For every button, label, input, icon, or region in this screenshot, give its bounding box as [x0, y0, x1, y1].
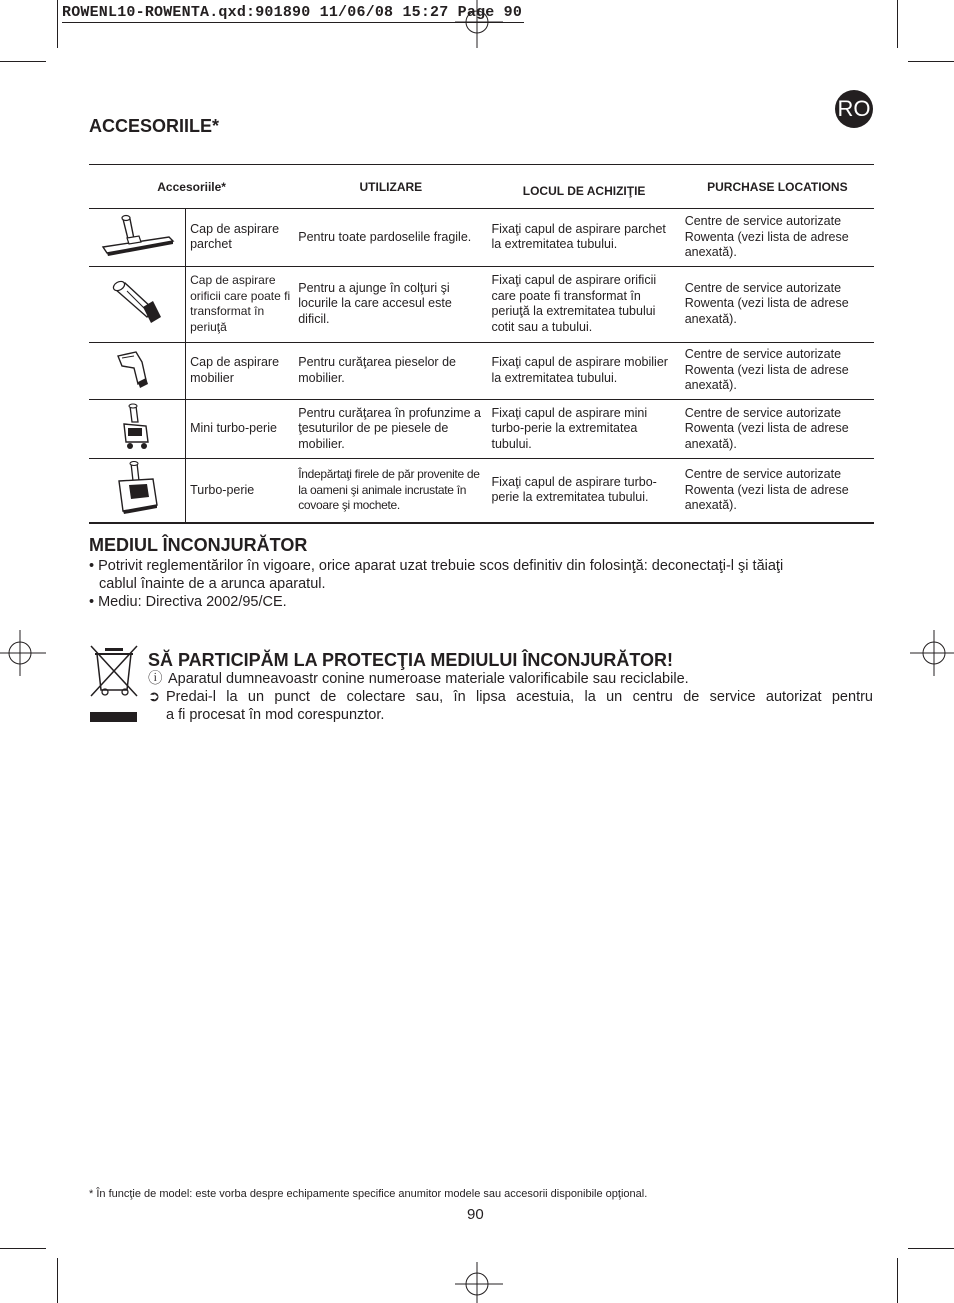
arrow-icon: ➲ [148, 689, 161, 705]
accessory-name: Cap de aspirare mobilier [186, 342, 295, 399]
parquet-brush-icon [97, 211, 177, 259]
accessory-purchase: Centre de service autorizate Rowenta (vezi lista de adrese anexată). [681, 342, 874, 399]
column-header: Accesoriile* [89, 165, 294, 209]
accessory-name: Turbo-perie [186, 459, 295, 523]
accessory-use: Pentru curăţarea în profunzime a ţesuturilor de pe piesele de mobilier. [294, 399, 487, 459]
crop-mark [57, 0, 58, 48]
table-row [89, 209, 874, 267]
accessory-use: Îndepărtaţi firele de păr provenite de la oameni şi animale incrustate în covoare şi mochete. [294, 459, 487, 523]
accessory-purchase: Centre de service autorizate Rowenta (vezi lista de adrese anexată). [681, 459, 874, 523]
info-icon: ⓘ [148, 671, 163, 687]
table-header-row [89, 165, 874, 209]
file-header: ROWENL10-ROWENTA.qxd:901890 11/06/08 15:27 Page 90 [62, 4, 523, 21]
accessory-place: Fixaţi capul de aspirare turbo-perie la extremitatea tubului. [487, 459, 680, 523]
crop-mark [908, 1248, 954, 1249]
table-row [89, 266, 874, 342]
page-number: 90 [467, 1206, 484, 1223]
registration-mark-bottom [455, 1262, 505, 1303]
accessory-name: Cap de aspirare orificii care poate fi transformat în periuţă [186, 266, 295, 342]
mini-turbo-brush-icon [112, 402, 162, 452]
accessory-place: Fixaţi capul de aspirare mini turbo-perie la extremitatea tubului. [487, 399, 680, 459]
participate-line-continuation: a fi procesat în mod corespunztor. [166, 707, 385, 723]
environment-title: MEDIUL ÎNCONJURĂTOR [89, 535, 308, 555]
accessory-place: Fixaţi capul de aspirare orificii care poate fi transformat în periuţă la extremitatea tubului cotit sau a tubului. [487, 266, 680, 342]
column-header: PURCHASE LOCATIONS [681, 165, 874, 209]
crop-mark [0, 1248, 46, 1249]
accessory-purchase: Centre de service autorizate Rowenta (vezi lista de adrese anexată). [681, 209, 874, 267]
accessory-place: Fixaţi capul de aspirare mobilier la extremitatea tubului. [487, 342, 680, 399]
environment-bullet-continuation: cablul înainte de a arunca aparatul. [99, 576, 326, 592]
table-row [89, 399, 874, 459]
crevice-nozzle-icon [107, 277, 167, 327]
accessory-name: Mini turbo-perie [186, 399, 295, 459]
accessory-place: Fixaţi capul de aspirare parchet la extremitatea tubului. [487, 209, 680, 267]
crop-mark [908, 61, 954, 62]
footnote: * În funcţie de model: este vorba despre echipamente specifice anumitor modele sau accesorii disponibile opţional. [89, 1188, 648, 1200]
accessory-purchase: Centre de service autorizate Rowenta (vezi lista de adrese anexată). [681, 399, 874, 459]
accessory-purchase: Centre de service autorizate Rowenta (vezi lista de adrese anexată). [681, 266, 874, 342]
crop-mark [57, 1258, 58, 1303]
accessories-title: ACCESORIILE* [89, 116, 220, 136]
accessories-table [89, 164, 874, 524]
upholstery-nozzle-icon [112, 346, 162, 390]
turbo-brush-icon [109, 461, 165, 515]
participate-line: Aparatul dumneavoastr conine numeroase materiale valorificabile sau reciclabile. [168, 671, 689, 687]
column-header: LOCUL DE ACHIZIŢIE [487, 165, 680, 209]
accessory-name: Cap de aspirare parchet [186, 209, 295, 267]
crop-mark [897, 0, 898, 48]
header-underline [62, 22, 524, 23]
table-row [89, 459, 874, 523]
participate-title: SĂ PARTICIPĂM LA PROTECŢIA MEDIULUI ÎNCONJURĂTOR! [148, 650, 673, 670]
environment-bullet: • Potrivit reglementărilor în vigoare, orice aparat uzat trebuie scos definitiv din folosinţă: deconectaţi-l şi tăiaţi [89, 558, 784, 574]
registration-mark-left [0, 630, 48, 678]
crop-mark [897, 1258, 898, 1303]
environment-bullet: • Mediu: Directiva 2002/95/CE. [89, 594, 287, 610]
accessory-use: Pentru toate pardoselile fragile. [294, 209, 487, 267]
crop-mark [0, 61, 46, 62]
accessory-use: Pentru curăţarea pieselor de mobilier. [294, 342, 487, 399]
registration-mark-right [906, 630, 954, 678]
language-badge: RO [835, 90, 873, 128]
participate-line: Predai-l la un punct de colectare sau, în lipsa acestuia, la un centru de service autorizat pentru [166, 689, 873, 705]
accessory-use: Pentru a ajunge în colţuri şi locurile la care accesul este dificil. [294, 266, 487, 342]
column-header: UTILIZARE [294, 165, 487, 209]
table-row [89, 342, 874, 399]
crossed-bin-icon [89, 644, 139, 724]
